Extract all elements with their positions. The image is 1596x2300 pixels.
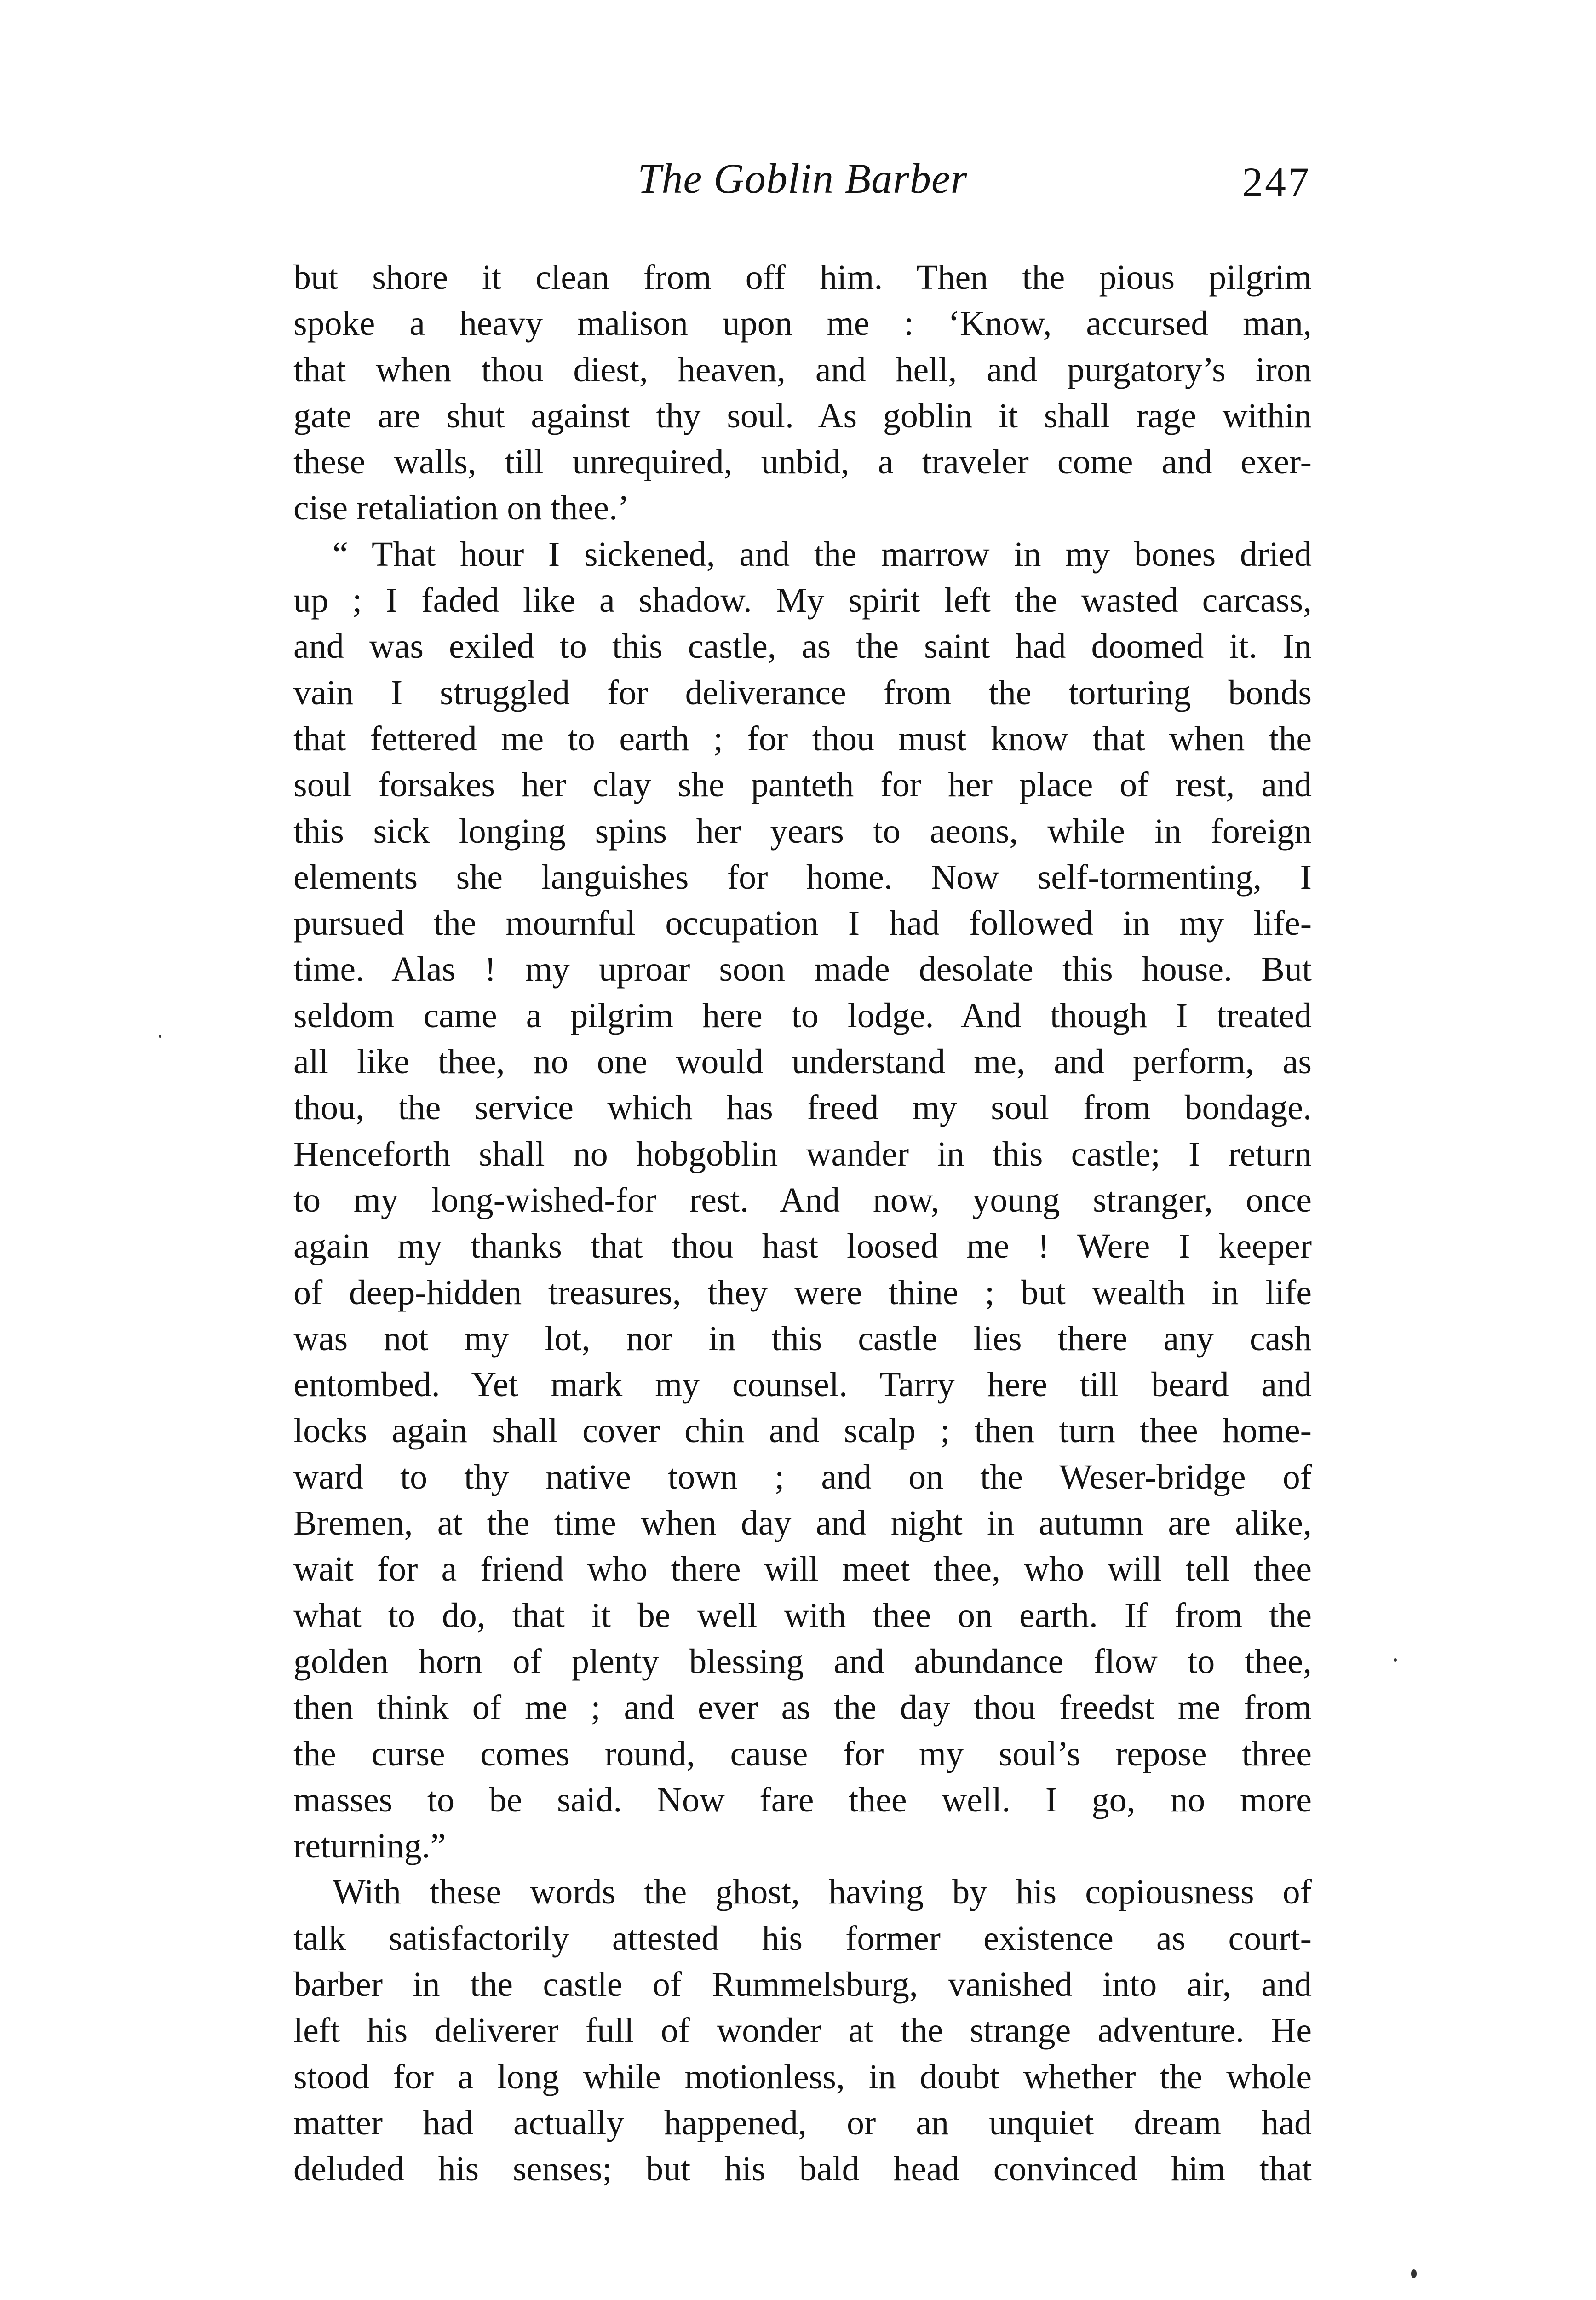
text-line: ward to thy native town ; and on the Weser-bridge of bbox=[293, 1457, 1312, 1496]
text-line: but shore it clean from off him. Then the pious pilgrim bbox=[293, 258, 1312, 297]
text-line: all like thee, no one would understand me, and perform, as bbox=[293, 1042, 1312, 1081]
text-line: and was exiled to this castle, as the saint had doomed it. In bbox=[293, 627, 1312, 666]
ink-speck bbox=[159, 1035, 161, 1038]
text-line: then think of me ; and ever as the day thou freedst me from bbox=[293, 1688, 1312, 1727]
text-line: was not my lot, nor in this castle lies there any cash bbox=[293, 1319, 1312, 1358]
text-line: stood for a long while motionless, in doubt whether the whole bbox=[293, 2057, 1312, 2096]
text-line: that when thou diest, heaven, and hell, and purgatory’s iron bbox=[293, 350, 1312, 389]
text-line: pursued the mournful occupation I had followed in my life- bbox=[293, 904, 1312, 943]
text-line: the curse comes round, cause for my soul’s repose three bbox=[293, 1734, 1312, 1773]
body-text bbox=[293, 254, 1312, 2192]
text-line: thou, the service which has freed my soul from bondage. bbox=[293, 1088, 1312, 1127]
text-line: golden horn of plenty blessing and abundance flow to thee, bbox=[293, 1642, 1312, 1681]
text-line: vain I struggled for deliverance from the torturing bonds bbox=[293, 673, 1312, 712]
running-head bbox=[294, 154, 1311, 218]
text-line: returning.” bbox=[293, 1827, 446, 1866]
text-line: that fettered me to earth ; for thou must know that when the bbox=[293, 719, 1312, 758]
text-line: up ; I faded like a shadow. My spirit left the wasted carcass, bbox=[293, 581, 1312, 620]
text-line: Henceforth shall no hobgoblin wander in this castle; I return bbox=[293, 1134, 1312, 1173]
text-line: soul forsakes her clay she panteth for her place of rest, and bbox=[293, 765, 1312, 805]
text-line: time. Alas ! my uproar soon made desolate this house. But bbox=[293, 950, 1312, 989]
text-line: seldom came a pilgrim here to lodge. And though I treated bbox=[293, 996, 1312, 1035]
text-line: spoke a heavy malison upon me : ‘Know, accursed man, bbox=[293, 304, 1312, 343]
text-line: cise retaliation on thee.’ bbox=[293, 489, 630, 528]
ink-speck bbox=[1394, 1658, 1397, 1662]
ink-speck bbox=[1411, 2269, 1417, 2278]
text-line: “ That hour I sickened, and the marrow in my bones dried bbox=[333, 535, 1312, 574]
text-line: Bremen, at the time when day and night in autumn are alike, bbox=[293, 1504, 1312, 1543]
text-line: entombed. Yet mark my counsel. Tarry here till beard and bbox=[293, 1365, 1312, 1404]
running-title: The Goblin Barber bbox=[637, 155, 968, 202]
text-line: deluded his senses; but his bald head convinced him that bbox=[293, 2150, 1312, 2189]
text-line: these walls, till unrequired, unbid, a traveler come and exer- bbox=[293, 443, 1312, 482]
text-line: to my long-wished-for rest. And now, young stranger, once bbox=[293, 1180, 1312, 1219]
text-line: again my thanks that thou hast loosed me ! Were I keeper bbox=[293, 1227, 1312, 1266]
page-number: 247 bbox=[1242, 159, 1311, 206]
text-line: With these words the ghost, having by his copiousness of bbox=[333, 1873, 1312, 1912]
text-line: elements she languishes for home. Now self-tormenting, I bbox=[293, 857, 1312, 897]
text-line: talk satisfactorily attested his former existence as court- bbox=[293, 1919, 1312, 1958]
text-line: left his deliverer full of wonder at the strange adventure. He bbox=[293, 2011, 1312, 2050]
text-line: of deep-hidden treasures, they were thine ; but wealth in life bbox=[293, 1273, 1312, 1312]
text-line: this sick longing spins her years to aeons, while in foreign bbox=[293, 811, 1312, 851]
text-line: barber in the castle of Rummelsburg, vanished into air, and bbox=[293, 1965, 1312, 2004]
text-line: locks again shall cover chin and scalp ; then turn thee home- bbox=[293, 1411, 1312, 1450]
text-line: masses to be said. Now fare thee well. I go, no more bbox=[293, 1780, 1312, 1819]
text-line: what to do, that it be well with thee on earth. If from the bbox=[293, 1596, 1312, 1635]
text-line: gate are shut against thy soul. As goblin it shall rage within bbox=[293, 396, 1312, 435]
text-line: wait for a friend who there will meet thee, who will tell thee bbox=[293, 1550, 1312, 1589]
text-line: matter had actually happened, or an unquiet dream had bbox=[293, 2103, 1312, 2142]
